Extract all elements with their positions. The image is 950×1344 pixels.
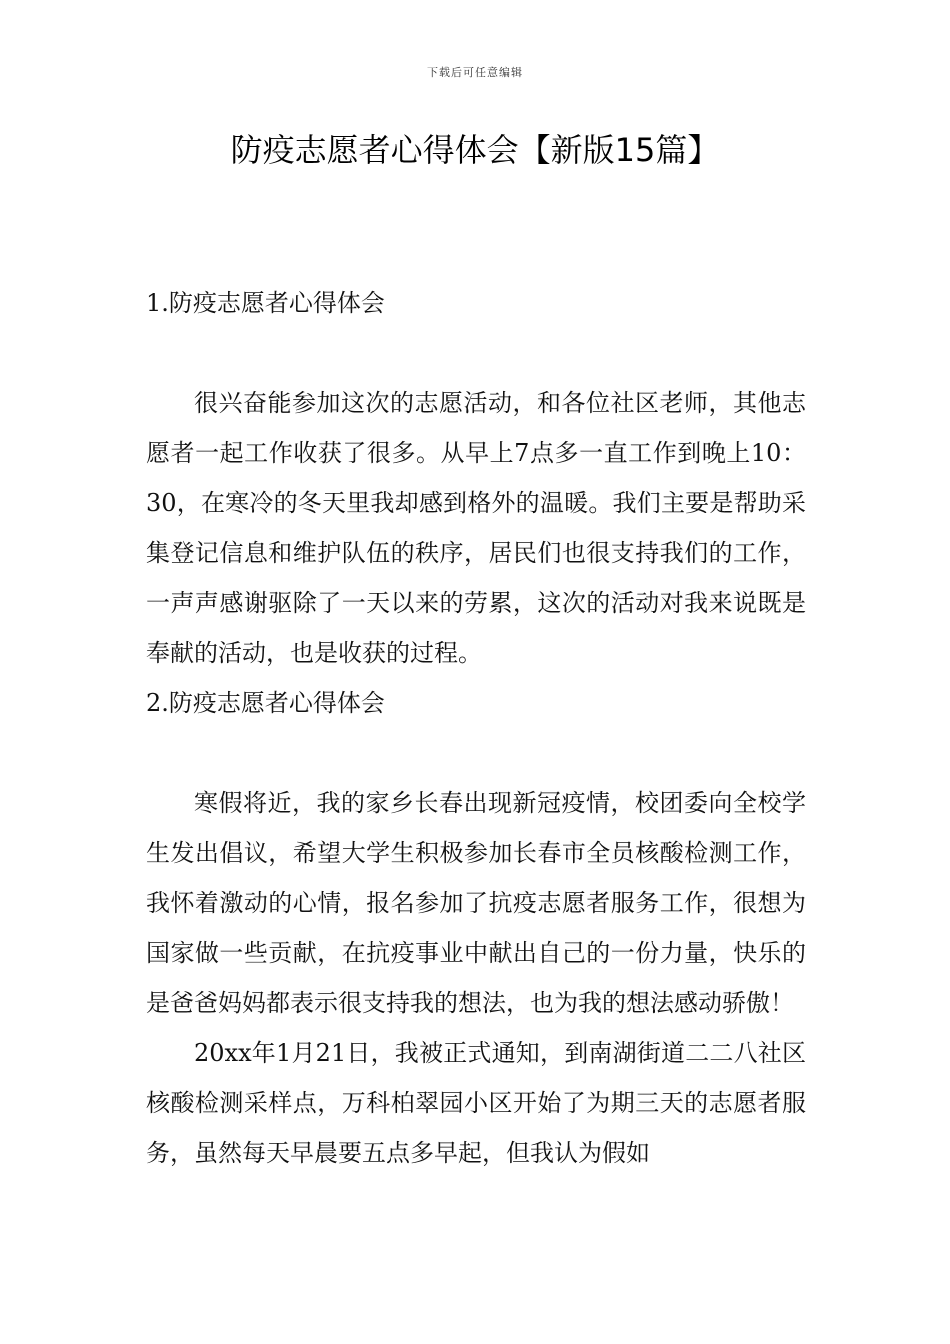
section-heading-1: 1.防疫志愿者心得体会 [146,289,385,317]
header-note: 下载后可任意编辑 [427,66,523,79]
document-body [146,278,806,1178]
section-heading-2: 2.防疫志愿者心得体会 [146,689,385,717]
paragraph: 寒假将近，我的家乡长春出现新冠疫情，校团委向全校学生发出倡议，希望大学生积极参加长春市全员核酸检测工作，我怀着激动的心情，报名参加了抗疫志愿者服务工作，很想为国家做一些贡献，在抗疫事业中献出自己的一份力量，快乐的是爸爸妈妈都表示很支持我的想法，也为我的想法感动骄傲！ [146,789,806,1017]
section-gap [146,328,806,378]
paragraph: 很兴奋能参加这次的志愿活动，和各位社区老师，其他志愿者一起工作收获了很多。从早上7点多一直工作到晚上10：30，在寒冷的冬天里我却感到格外的温暖。我们主要是帮助采集登记信息和维护队伍的秩序，居民们也很支持我们的工作，一声声感谢驱除了一天以来的劳累，这次的活动对我来说既是奉献的活动，也是收获的过程。 [146,389,806,667]
paragraph: 20xx年1月21日，我被正式通知，到南湖街道二二八社区核酸检测采样点，万科柏翠园小区开始了为期三天的志愿者服务，虽然每天早晨要五点多早起，但我认为假如 [146,1039,806,1167]
document-title: 防疫志愿者心得体会【新版15篇】 [230,131,720,169]
section-gap [146,728,806,778]
